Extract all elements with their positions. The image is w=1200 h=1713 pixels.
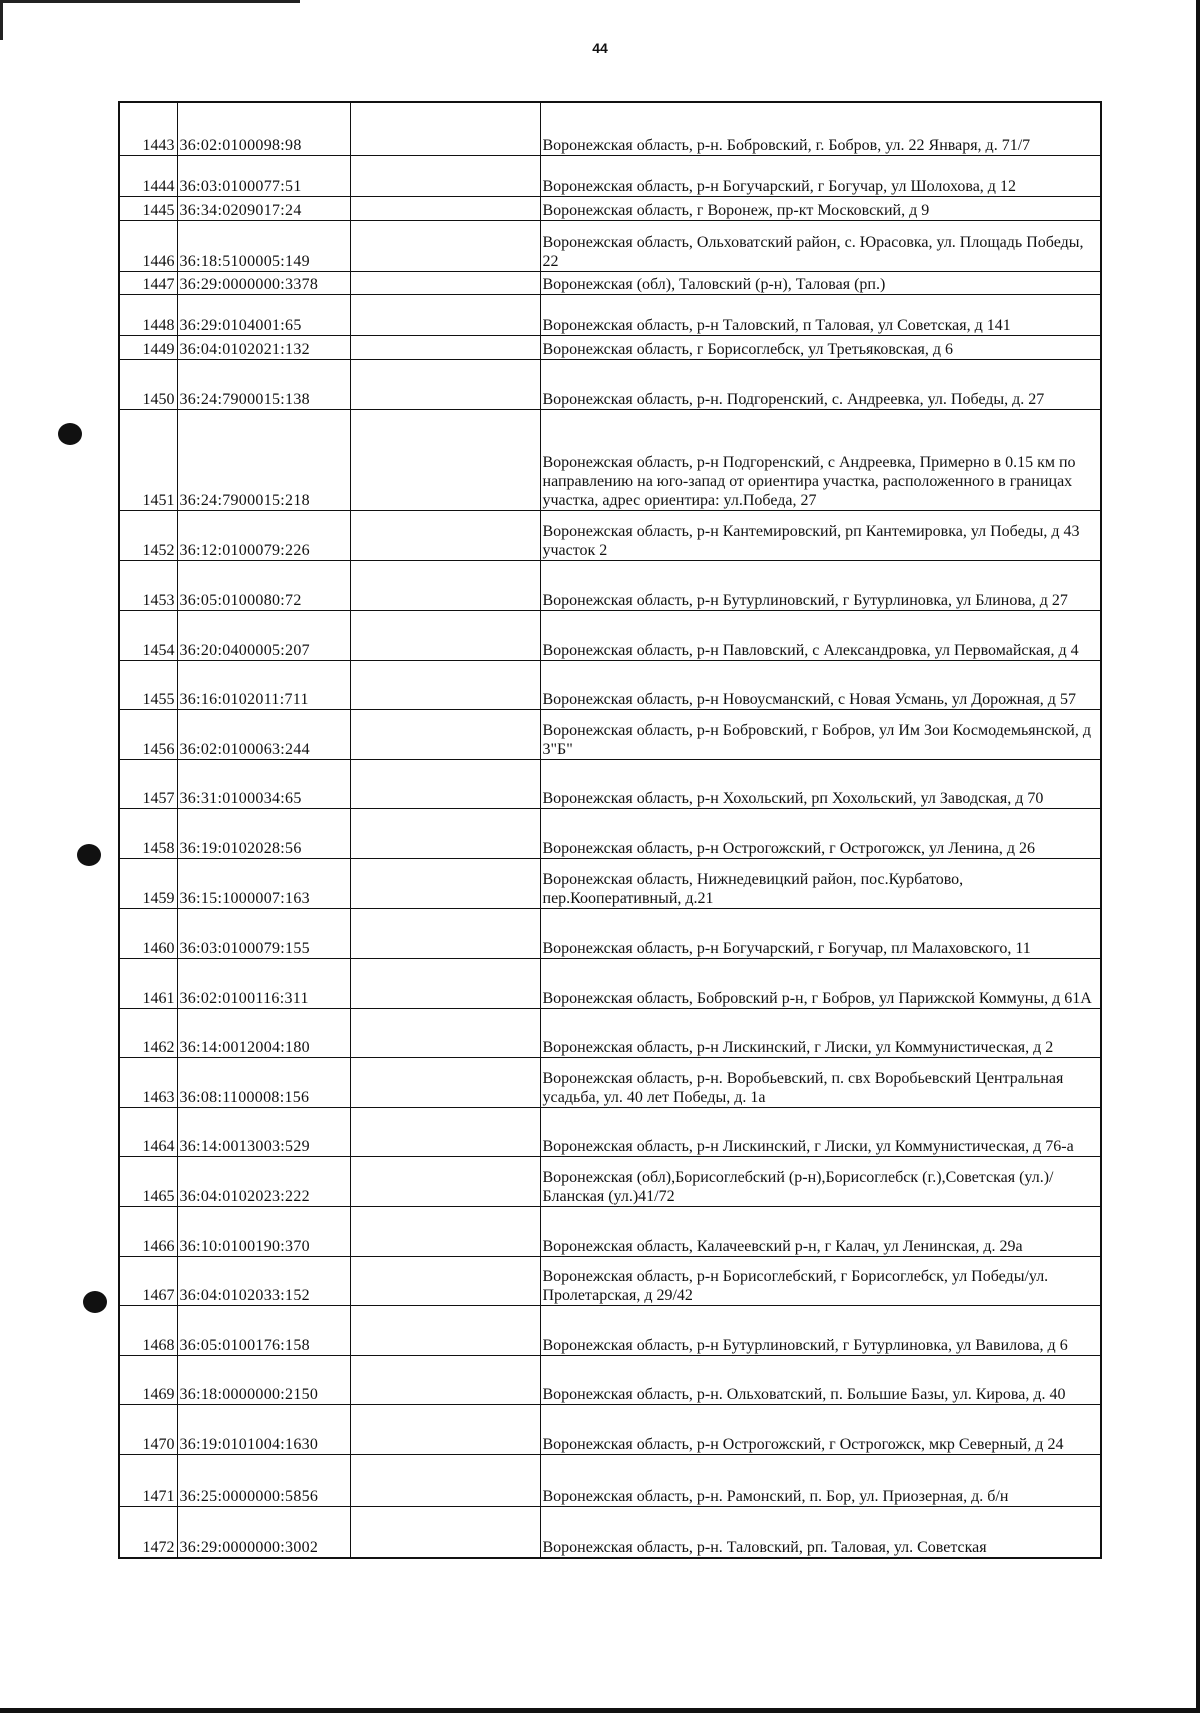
cadastral-number: 36:04:0102023:222 bbox=[177, 1156, 350, 1206]
row-number: 1470 bbox=[119, 1404, 177, 1454]
empty-cell bbox=[350, 709, 540, 759]
cadastral-number: 36:05:0100080:72 bbox=[177, 560, 350, 610]
empty-cell bbox=[350, 958, 540, 1008]
row-number: 1465 bbox=[119, 1156, 177, 1206]
empty-cell bbox=[350, 759, 540, 808]
scan-edge-left bbox=[0, 0, 3, 40]
address-cell: Воронежская область, р-н Бобровский, г Бобров, ул Им Зои Космодемьянской, д 3"Б" bbox=[540, 709, 1101, 759]
address-cell: Воронежская область, р-н. Воробьевский, п. свх Воробьевский Центральная усадьба, ул. 40 лет Победы, д. 1а bbox=[540, 1057, 1101, 1107]
punch-hole-mark bbox=[83, 1291, 107, 1313]
row-number: 1469 bbox=[119, 1355, 177, 1404]
row-number: 1468 bbox=[119, 1305, 177, 1355]
empty-cell bbox=[350, 808, 540, 858]
empty-cell bbox=[350, 271, 540, 294]
cadastral-number: 36:14:0012004:180 bbox=[177, 1008, 350, 1057]
table-row bbox=[119, 1454, 1101, 1506]
empty-cell bbox=[350, 510, 540, 560]
row-number: 1447 bbox=[119, 271, 177, 294]
empty-cell bbox=[350, 858, 540, 908]
empty-cell bbox=[350, 1206, 540, 1256]
table-row bbox=[119, 709, 1101, 759]
cadastral-number: 36:25:0000000:5856 bbox=[177, 1454, 350, 1506]
empty-cell bbox=[350, 359, 540, 409]
table-row bbox=[119, 359, 1101, 409]
address-cell: Воронежская область, р-н Богучарский, г Богучар, пл Малаховского, 11 bbox=[540, 908, 1101, 958]
table-row bbox=[119, 908, 1101, 958]
empty-cell bbox=[350, 409, 540, 510]
row-number: 1467 bbox=[119, 1256, 177, 1305]
cadastral-number: 36:03:0100079:155 bbox=[177, 908, 350, 958]
table-row bbox=[119, 808, 1101, 858]
table-row bbox=[119, 660, 1101, 709]
scan-edge-bottom bbox=[0, 1708, 1200, 1713]
row-number: 1443 bbox=[119, 102, 177, 155]
empty-cell bbox=[350, 196, 540, 220]
empty-cell bbox=[350, 1355, 540, 1404]
empty-cell bbox=[350, 1008, 540, 1057]
address-cell: Воронежская область, р-н Богучарский, г Богучар, ул Шолохова, д 12 bbox=[540, 155, 1101, 196]
row-number: 1464 bbox=[119, 1107, 177, 1156]
table-row bbox=[119, 610, 1101, 660]
address-cell: Воронежская область, р-н Таловский, п Таловая, ул Советская, д 141 bbox=[540, 294, 1101, 335]
table-row bbox=[119, 958, 1101, 1008]
address-cell: Воронежская область, р-н Бутурлиновский, г Бутурлиновка, ул Блинова, д 27 bbox=[540, 560, 1101, 610]
row-number: 1445 bbox=[119, 196, 177, 220]
address-cell: Воронежская область, р-н Новоусманский, с Новая Усмань, ул Дорожная, д 57 bbox=[540, 660, 1101, 709]
empty-cell bbox=[350, 294, 540, 335]
address-cell: Воронежская область, р-н Острогожский, г Острогожск, мкр Северный, д 24 bbox=[540, 1404, 1101, 1454]
address-cell: Воронежская область, р-н Лискинский, г Лиски, ул Коммунистическая, д 2 bbox=[540, 1008, 1101, 1057]
empty-cell bbox=[350, 220, 540, 271]
row-number: 1448 bbox=[119, 294, 177, 335]
table-row bbox=[119, 220, 1101, 271]
cadastral-number: 36:02:0100098:98 bbox=[177, 102, 350, 155]
cadastral-number: 36:18:5100005:149 bbox=[177, 220, 350, 271]
cadastral-number: 36:15:1000007:163 bbox=[177, 858, 350, 908]
punch-hole-mark bbox=[58, 423, 82, 445]
address-cell: Воронежская область, г Борисоглебск, ул Третьяковская, д 6 bbox=[540, 335, 1101, 359]
address-cell: Воронежская область, Бобровский р-н, г Бобров, ул Парижской Коммуны, д 61А bbox=[540, 958, 1101, 1008]
cadastral-number: 36:04:0102033:152 bbox=[177, 1256, 350, 1305]
table-row bbox=[119, 1404, 1101, 1454]
empty-cell bbox=[350, 908, 540, 958]
row-number: 1462 bbox=[119, 1008, 177, 1057]
row-number: 1453 bbox=[119, 560, 177, 610]
table-row bbox=[119, 560, 1101, 610]
row-number: 1455 bbox=[119, 660, 177, 709]
address-cell: Воронежская (обл), Таловский (р-н), Таловая (рп.) bbox=[540, 271, 1101, 294]
address-cell: Воронежская область, р-н Павловский, с Александровка, ул Первомайская, д 4 bbox=[540, 610, 1101, 660]
table-row bbox=[119, 1156, 1101, 1206]
table-row bbox=[119, 1506, 1101, 1558]
cadastral-number: 36:31:0100034:65 bbox=[177, 759, 350, 808]
address-cell: Воронежская область, р-н. Таловский, рп. Таловая, ул. Советская bbox=[540, 1506, 1101, 1558]
cadastral-number: 36:34:0209017:24 bbox=[177, 196, 350, 220]
table-row bbox=[119, 294, 1101, 335]
address-cell: Воронежская область, р-н Борисоглебский, г Борисоглебск, ул Победы/ул. Пролетарская, д 29/42 bbox=[540, 1256, 1101, 1305]
cadastral-number: 36:10:0100190:370 bbox=[177, 1206, 350, 1256]
table-row bbox=[119, 510, 1101, 560]
empty-cell bbox=[350, 1506, 540, 1558]
cadastral-number: 36:29:0000000:3002 bbox=[177, 1506, 350, 1558]
page-number: 44 bbox=[592, 40, 608, 56]
cadastral-number: 36:16:0102011:711 bbox=[177, 660, 350, 709]
address-cell: Воронежская область, р-н. Рамонский, п. Бор, ул. Приозерная, д. б/н bbox=[540, 1454, 1101, 1506]
punch-hole-mark bbox=[77, 844, 101, 866]
cadastral-number: 36:02:0100063:244 bbox=[177, 709, 350, 759]
table-row bbox=[119, 1057, 1101, 1107]
row-number: 1472 bbox=[119, 1506, 177, 1558]
table-row bbox=[119, 155, 1101, 196]
address-cell: Воронежская область, р-н Хохольский, рп Хохольский, ул Заводская, д 70 bbox=[540, 759, 1101, 808]
table-row bbox=[119, 1206, 1101, 1256]
scan-edge-top bbox=[0, 0, 300, 3]
cadastral-number: 36:08:1100008:156 bbox=[177, 1057, 350, 1107]
address-cell: Воронежская область, р-н Острогожский, г Острогожск, ул Ленина, д 26 bbox=[540, 808, 1101, 858]
cadastral-number: 36:29:0104001:65 bbox=[177, 294, 350, 335]
address-cell: Воронежская область, Калачеевский р-н, г Калач, ул Ленинская, д. 29а bbox=[540, 1206, 1101, 1256]
table-row bbox=[119, 196, 1101, 220]
empty-cell bbox=[350, 1305, 540, 1355]
row-number: 1466 bbox=[119, 1206, 177, 1256]
cadastral-number: 36:29:0000000:3378 bbox=[177, 271, 350, 294]
row-number: 1454 bbox=[119, 610, 177, 660]
address-cell: Воронежская область, р-н. Ольховатский, п. Большие Базы, ул. Кирова, д. 40 bbox=[540, 1355, 1101, 1404]
address-cell: Воронежская область, г Воронеж, пр-кт Московский, д 9 bbox=[540, 196, 1101, 220]
cadastral-number: 36:02:0100116:311 bbox=[177, 958, 350, 1008]
row-number: 1449 bbox=[119, 335, 177, 359]
empty-cell bbox=[350, 155, 540, 196]
cadastral-number: 36:20:0400005:207 bbox=[177, 610, 350, 660]
row-number: 1461 bbox=[119, 958, 177, 1008]
row-number: 1446 bbox=[119, 220, 177, 271]
address-cell: Воронежская область, р-н Кантемировский, рп Кантемировка, ул Победы, д 43 участок 2 bbox=[540, 510, 1101, 560]
empty-cell bbox=[350, 610, 540, 660]
address-cell: Воронежская область, р-н. Бобровский, г. Бобров, ул. 22 Января, д. 71/7 bbox=[540, 102, 1101, 155]
table-row bbox=[119, 335, 1101, 359]
empty-cell bbox=[350, 335, 540, 359]
table-row bbox=[119, 858, 1101, 908]
cadastral-number: 36:03:0100077:51 bbox=[177, 155, 350, 196]
cadastral-number: 36:18:0000000:2150 bbox=[177, 1355, 350, 1404]
row-number: 1460 bbox=[119, 908, 177, 958]
empty-cell bbox=[350, 560, 540, 610]
empty-cell bbox=[350, 1057, 540, 1107]
cadastral-number: 36:12:0100079:226 bbox=[177, 510, 350, 560]
address-cell: Воронежская область, Ольховатский район, с. Юрасовка, ул. Площадь Победы, 22 bbox=[540, 220, 1101, 271]
empty-cell bbox=[350, 1404, 540, 1454]
address-cell: Воронежская область, Нижнедевицкий район, пос.Курбатово, пер.Кооперативный, д.21 bbox=[540, 858, 1101, 908]
cadastral-number: 36:14:0013003:529 bbox=[177, 1107, 350, 1156]
address-cell: Воронежская область, р-н. Подгоренский, с. Андреевка, ул. Победы, д. 27 bbox=[540, 359, 1101, 409]
row-number: 1444 bbox=[119, 155, 177, 196]
table-row bbox=[119, 409, 1101, 510]
address-cell: Воронежская (обл),Борисоглебский (р-н),Борисоглебск (г.),Советская (ул.)/Бланская (ул.)41/72 bbox=[540, 1156, 1101, 1206]
empty-cell bbox=[350, 102, 540, 155]
table-row bbox=[119, 1305, 1101, 1355]
registry-table bbox=[118, 101, 1102, 1559]
row-number: 1451 bbox=[119, 409, 177, 510]
empty-cell bbox=[350, 1454, 540, 1506]
empty-cell bbox=[350, 1156, 540, 1206]
row-number: 1459 bbox=[119, 858, 177, 908]
row-number: 1456 bbox=[119, 709, 177, 759]
cadastral-number: 36:24:7900015:218 bbox=[177, 409, 350, 510]
table-row bbox=[119, 271, 1101, 294]
row-number: 1457 bbox=[119, 759, 177, 808]
registry-table-body bbox=[119, 102, 1101, 1558]
row-number: 1450 bbox=[119, 359, 177, 409]
cadastral-number: 36:19:0101004:1630 bbox=[177, 1404, 350, 1454]
address-cell: Воронежская область, р-н Подгоренский, с Андреевка, Примерно в 0.15 км по направлению на юго-запад от ориентира участка, расположенного в границах участка, адрес ориентира: ул.Победа, 27 bbox=[540, 409, 1101, 510]
cadastral-number: 36:04:0102021:132 bbox=[177, 335, 350, 359]
address-cell: Воронежская область, р-н Бутурлиновский, г Бутурлиновка, ул Вавилова, д 6 bbox=[540, 1305, 1101, 1355]
row-number: 1463 bbox=[119, 1057, 177, 1107]
empty-cell bbox=[350, 660, 540, 709]
cadastral-number: 36:24:7900015:138 bbox=[177, 359, 350, 409]
table-row bbox=[119, 1355, 1101, 1404]
row-number: 1458 bbox=[119, 808, 177, 858]
empty-cell bbox=[350, 1256, 540, 1305]
row-number: 1471 bbox=[119, 1454, 177, 1506]
row-number: 1452 bbox=[119, 510, 177, 560]
table-row bbox=[119, 1256, 1101, 1305]
empty-cell bbox=[350, 1107, 540, 1156]
cadastral-number: 36:05:0100176:158 bbox=[177, 1305, 350, 1355]
table-row bbox=[119, 759, 1101, 808]
address-cell: Воронежская область, р-н Лискинский, г Лиски, ул Коммунистическая, д 76-а bbox=[540, 1107, 1101, 1156]
cadastral-number: 36:19:0102028:56 bbox=[177, 808, 350, 858]
table-row bbox=[119, 1107, 1101, 1156]
table-row bbox=[119, 1008, 1101, 1057]
scan-edge-right bbox=[1196, 0, 1200, 1713]
table-row bbox=[119, 102, 1101, 155]
